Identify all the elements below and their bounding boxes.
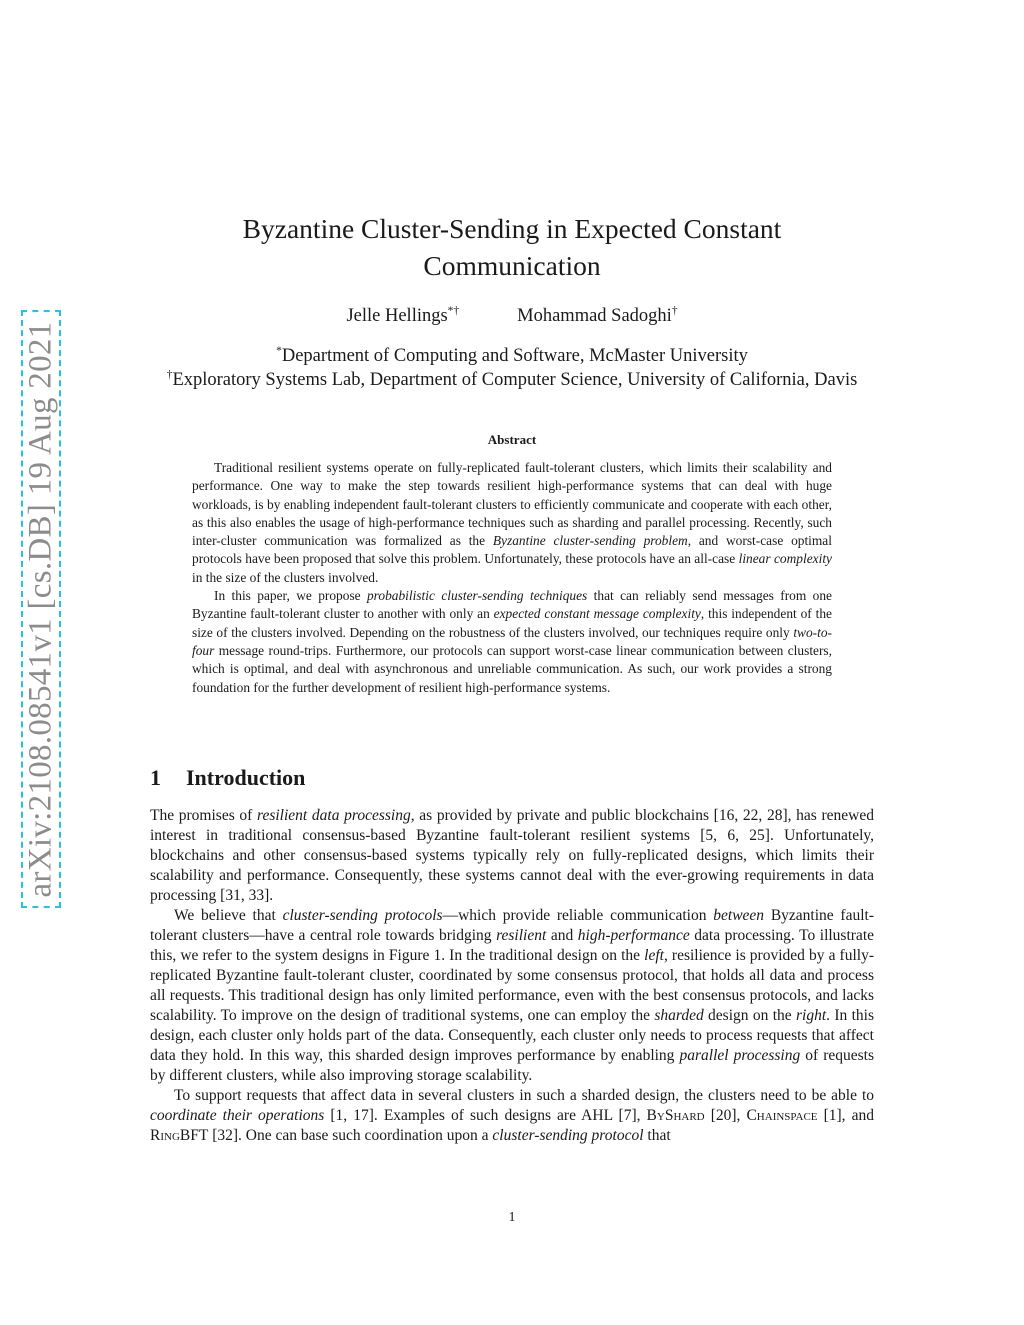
affiliation-1 xyxy=(120,344,904,368)
section-title: Introduction xyxy=(186,765,306,790)
author-list xyxy=(150,303,874,329)
intro-paragraph-2: We believe that cluster-sending protocols—which provide reliable communication between Byzantine fault-tolerant clusters—have a central role towards bridging resilient and high-performance data processing. To illustrate this, we refer to the system designs in Figure 1. In the traditional design on the left, resilience is provided by a fully-replicated Byzantine fault-tolerant cluster, coordinated by some consensus protocol, that holds all data and process all requests. This traditional design has only limited performance, even with the best consensus protocols, and lacks scalability. To improve on the design of traditional systems, one can employ the sharded design on the right. In this design, each cluster only holds part of the data. Consequently, each cluster only needs to process requests that affect data they hold. In this way, this sharded design improves performance by enabling parallel processing of requests by different clusters, while also improving storage scalability. xyxy=(150,907,875,1084)
abstract-body xyxy=(192,459,832,697)
introduction-body xyxy=(150,806,874,1146)
affiliation-mark: * xyxy=(276,345,282,358)
section-heading-introduction xyxy=(150,763,305,793)
author-1 xyxy=(346,303,459,329)
affiliation-2 xyxy=(120,368,904,392)
author-affiliation-marks: *† xyxy=(447,305,460,318)
arxiv-identifier-text: arXiv:2108.08541v1 [cs.DB] 19 Aug 2021 xyxy=(22,320,59,898)
abstract-paragraph-2: In this paper, we propose probabilistic cluster-sending techniques that can reliably send messages from one Byzantine fault-tolerant cluster to another with only an expected constant message complexity, this independent of the size of the clusters involved. Depending on the robustness of the clusters involved, our techniques require only two-to-four message round-trips. Furthermore, our protocols can support worst-case linear communication between clusters, which is optimal, and deal with asynchronous and unreliable communication. As such, our work provides a strong foundation for the further development of resilient high-performance systems. xyxy=(192,588,832,695)
author-2 xyxy=(517,303,677,329)
author-affiliation-marks: † xyxy=(671,305,678,318)
affiliation-mark: † xyxy=(166,369,173,382)
intro-paragraph-3: To support requests that affect data in several clusters in such a sharded design, the clusters need to be able to coordinate their operations [1, 17]. Examples of such designs are AHL [7], ByShard [20], Chainspace [1], and RingBFT [32]. One can base such coordination upon a cluster-sending protocol that xyxy=(150,1087,874,1144)
arxiv-identifier-stamp xyxy=(21,310,61,908)
author-name: Mohammad Sadoghi xyxy=(517,306,672,326)
author-name: Jelle Hellings xyxy=(346,306,448,326)
page-number: 1 xyxy=(508,1210,516,1225)
title-line-1: Byzantine Cluster-Sending in Expected Constant xyxy=(242,213,782,244)
title-line-2: Communication xyxy=(423,250,601,281)
section-number: 1 xyxy=(150,765,161,790)
affiliation-text: Exploratory Systems Lab, Department of Computer Science, University of California, Davis xyxy=(172,370,858,390)
intro-paragraph-1: The promises of resilient data processing, as provided by private and public blockchains [16, 22, 28], has renewed interest in traditional consensus-based Byzantine fault-tolerant resilient systems [5, 6, 25]. Unfortunately, blockchains and other consensus-based systems typically rely on fully-replicated designs, which limits their scalability and performance. Consequently, these systems cannot deal with the ever-growing requirements in data processing [31, 33]. xyxy=(150,807,874,904)
abstract-paragraph-1: Traditional resilient systems operate on fully-replicated fault-tolerant clusters, which limits their scalability and performance. One way to make the step towards resilient high-performance systems that can deal with huge workloads, is by enabling independent fault-tolerant clusters to efficiently communicate and cooperate with each other, as this also enables the usage of high-performance techniques such as sharding and parallel processing. Recently, such inter-cluster communication was formalized as the Byzantine cluster-sending problem, and worst-case optimal protocols have been proposed that solve this problem. Unfortunately, these protocols have an all-case linear complexity in the size of the clusters involved. xyxy=(192,460,832,585)
abstract-heading: Abstract xyxy=(487,432,537,447)
paper-title xyxy=(150,210,874,284)
affiliation-text: Department of Computing and Software, McMaster University xyxy=(281,346,748,366)
